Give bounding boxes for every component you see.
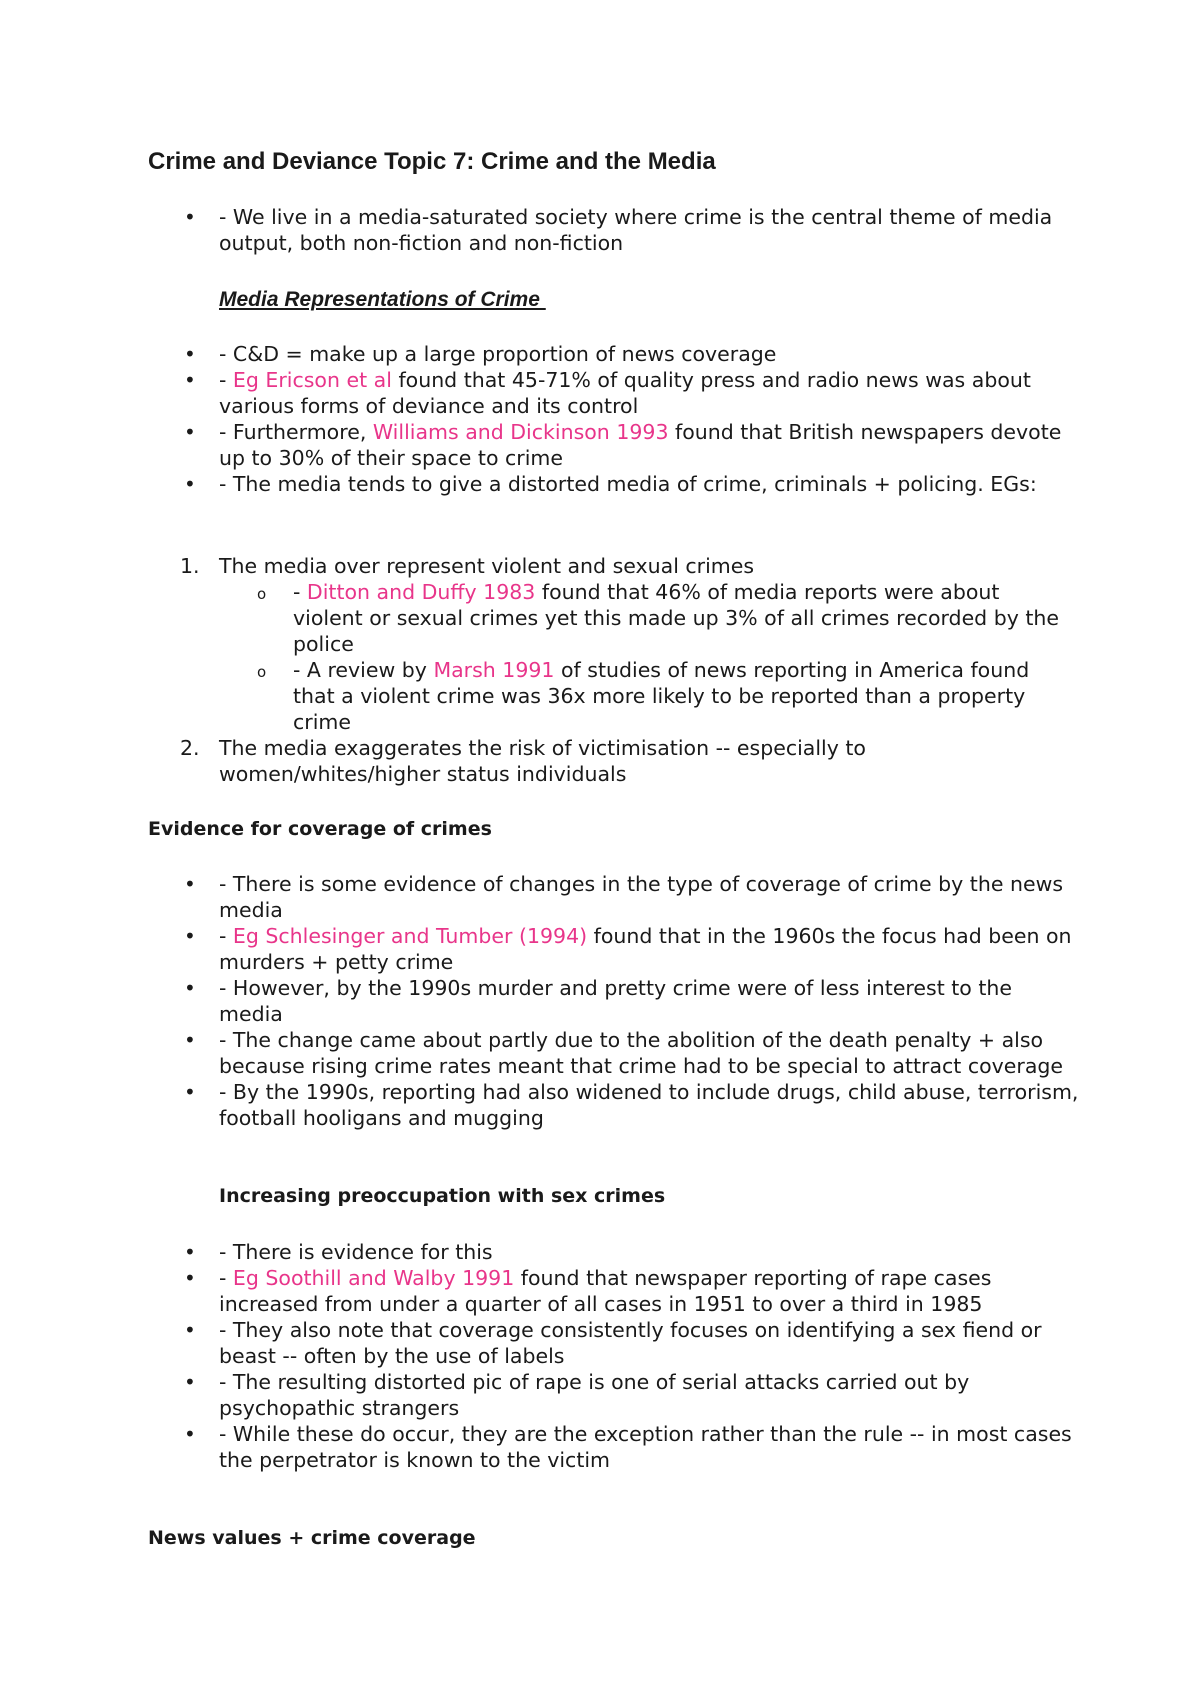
- section-heading-media-representations: Media Representations of Crime: [219, 288, 546, 311]
- bullet-icon: •: [184, 1028, 196, 1052]
- citation: Eg Ericson et al: [232, 368, 392, 392]
- body-text: - C&D = make up a large proportion of news coverage: [219, 342, 777, 366]
- bullet-item: [0, 871, 1081, 923]
- body-text: - The change came about partly due to the abolition of the death penalty + also because rising crime rates meant that crime had to be special to attract coverage: [219, 1028, 1064, 1078]
- bullet-icon: •: [184, 342, 196, 366]
- body-text: found that in the 1960s the focus had been on murders + petty crime: [219, 924, 1072, 974]
- body-text: - There is some evidence of changes in the type of coverage of crime by the news media: [219, 872, 1064, 922]
- numbered-item-text: The media exaggerates the risk of victimisation -- especially to women/whites/higher status individuals: [219, 736, 866, 786]
- body-text: found that 45-71% of quality press and radio news was about various forms of deviance and its control: [219, 368, 1031, 418]
- body-text: -: [293, 580, 307, 604]
- body-text: found that British newspapers devote up to 30% of their space to crime: [219, 420, 1062, 470]
- body-text: found that newspaper reporting of rape cases increased from under a quarter of all cases in 1951 to over a third in 1985: [219, 1266, 992, 1316]
- list-number: 2.: [180, 736, 200, 760]
- bullet-item: [0, 419, 1081, 471]
- bullet-item: [0, 341, 1081, 367]
- body-text: -: [219, 368, 233, 392]
- body-text: -: [219, 1266, 233, 1290]
- body-text: - A review by: [293, 658, 434, 682]
- circle-bullet-icon: o: [257, 663, 267, 681]
- body-text: - They also note that coverage consistently focuses on identifying a sex fiend or beast -- often by the use of labels: [219, 1318, 1042, 1368]
- body-text: - The media tends to give a distorted media of crime, criminals + policing. EGs:: [219, 472, 1037, 496]
- list-number: 1.: [180, 554, 200, 578]
- sub-bullet-item: [219, 657, 1073, 735]
- intro-bullet-list: [0, 204, 1100, 256]
- bullet-icon: •: [184, 924, 196, 948]
- bullet-item: [0, 975, 1081, 1027]
- citation: Marsh 1991: [433, 658, 555, 682]
- bullet-icon: •: [184, 1318, 196, 1342]
- body-text: - There is evidence for this: [219, 1240, 493, 1264]
- bullet-item: [0, 1027, 1081, 1079]
- body-text: - The resulting distorted pic of rape is one of serial attacks carried out by psychopathic strangers: [219, 1370, 970, 1420]
- citation: Eg Soothill and Walby 1991: [232, 1266, 515, 1290]
- body-text: - We live in a media-saturated society where crime is the central theme of media output, both non-fiction and non-fiction: [219, 205, 1053, 255]
- section-heading-sex-crimes: Increasing preoccupation with sex crimes: [219, 1185, 666, 1207]
- sub-bullet-list: [219, 579, 1081, 735]
- bullet-icon: •: [184, 1422, 196, 1446]
- citation: Ditton and Duffy 1983: [306, 580, 536, 604]
- bullet-item: [0, 204, 1081, 256]
- bullet-icon: •: [184, 1266, 196, 1290]
- bullet-item: [0, 1317, 1081, 1369]
- bullet-icon: •: [184, 368, 196, 392]
- bullet-icon: •: [184, 205, 196, 229]
- bullet-icon: •: [184, 1080, 196, 1104]
- bullet-icon: •: [184, 976, 196, 1000]
- document-title: Crime and Deviance Topic 7: Crime and the Media: [148, 148, 716, 175]
- body-text: - By the 1990s, reporting had also widened to include drugs, child abuse, terrorism, football hooligans and mugging: [219, 1080, 1079, 1130]
- bullet-icon: •: [184, 1240, 196, 1264]
- section-heading-evidence-coverage: Evidence for coverage of crimes: [148, 818, 492, 840]
- bullet-icon: •: [184, 420, 196, 444]
- distortion-examples-numbered-list: [0, 553, 1100, 787]
- bullet-item: [0, 1079, 1081, 1131]
- sex-crimes-bullet-list: [0, 1239, 1100, 1473]
- bullet-item: [0, 1239, 1081, 1265]
- section-heading-news-values: News values + crime coverage: [148, 1527, 476, 1549]
- body-text: - Furthermore,: [219, 420, 373, 444]
- body-text: found that 46% of media reports were about violent or sexual crimes yet this made up 3% of all crimes recorded by the police: [293, 580, 1060, 656]
- body-text: -: [219, 924, 233, 948]
- body-text: of studies of news reporting in America found that a violent crime was 36x more likely to be reported than a property crime: [293, 658, 1030, 734]
- bullet-icon: •: [184, 472, 196, 496]
- numbered-item-text: The media over represent violent and sexual crimes: [219, 554, 755, 578]
- circle-bullet-icon: o: [257, 585, 267, 603]
- citation: Williams and Dickinson 1993: [372, 420, 669, 444]
- numbered-item: [0, 553, 1081, 735]
- bullet-item: [0, 471, 1081, 497]
- bullet-item: [0, 1421, 1081, 1473]
- citation: Eg Schlesinger and Tumber (1994): [232, 924, 588, 948]
- sub-bullet-item: [219, 579, 1073, 657]
- bullet-item: [0, 1265, 1081, 1317]
- body-text: - However, by the 1990s murder and pretty crime were of less interest to the media: [219, 976, 1012, 1026]
- bullet-item: [0, 923, 1081, 975]
- bullet-item: [0, 1369, 1081, 1421]
- bullet-icon: •: [184, 872, 196, 896]
- evidence-coverage-bullet-list: [0, 871, 1100, 1131]
- bullet-icon: •: [184, 1370, 196, 1394]
- media-representations-bullet-list: [0, 341, 1100, 497]
- numbered-item: [0, 735, 1081, 787]
- bullet-item: [0, 367, 1081, 419]
- body-text: - While these do occur, they are the exception rather than the rule -- in most cases the perpetrator is known to the victim: [219, 1422, 1072, 1472]
